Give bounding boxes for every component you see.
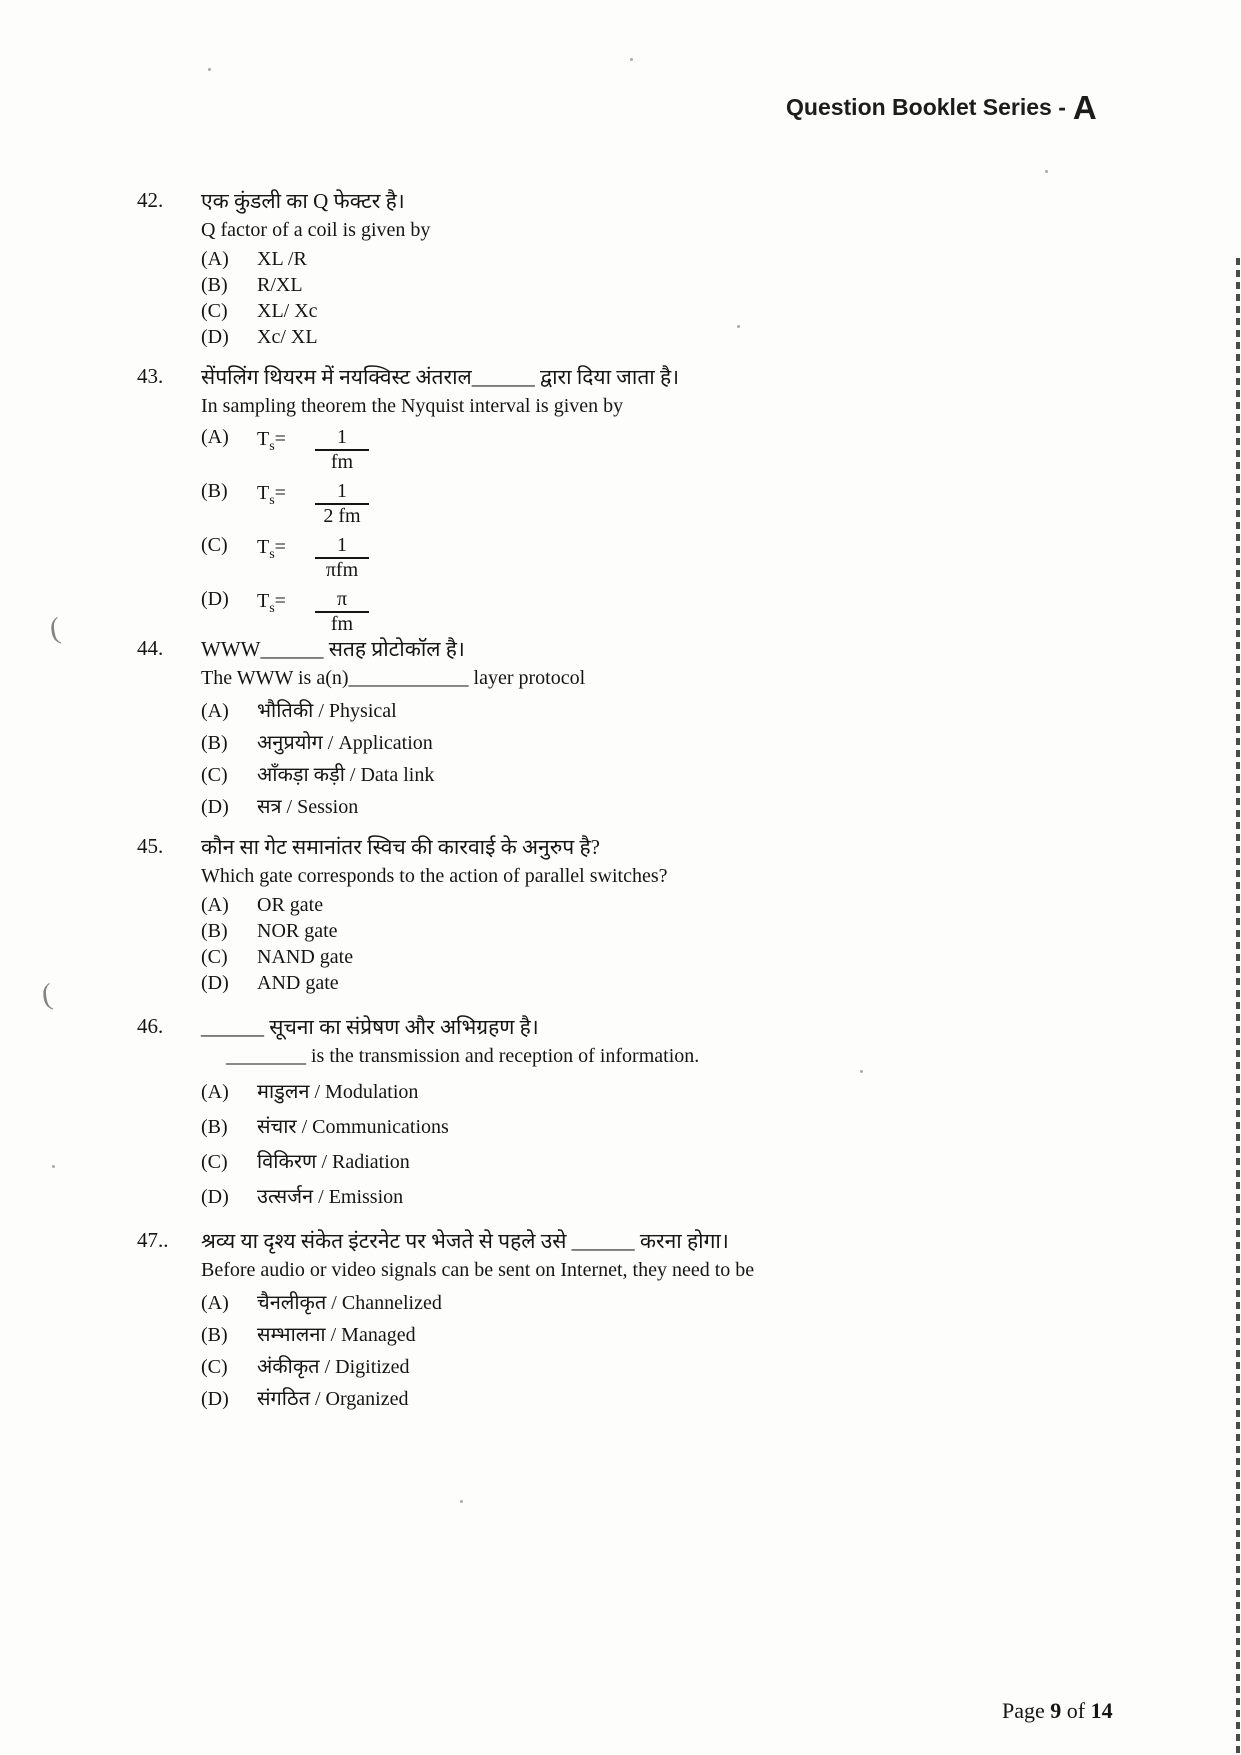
option-text: भौतिकी / Physical (257, 700, 397, 722)
fraction-denominator: πfm (325, 559, 359, 581)
of-label: of (1066, 1698, 1086, 1723)
question-number: 46. (137, 1014, 164, 1038)
option-row (201, 919, 1137, 944)
option-text: माडुलन / Modulation (257, 1081, 419, 1103)
option-row (201, 299, 1137, 324)
option-label: (B) (201, 1324, 228, 1346)
option-label: (C) (201, 946, 228, 968)
option-row (201, 731, 1137, 756)
option-text: सम्भालना / Managed (257, 1324, 416, 1346)
option-label: (A) (201, 1081, 229, 1103)
option-label: (C) (201, 1151, 228, 1173)
option-label: (C) (201, 300, 228, 322)
question-number: 44. (137, 636, 164, 660)
option-row (201, 945, 1137, 970)
option-text: AND gate (257, 972, 339, 994)
question-text-hindi: श्रव्य या दृश्य संकेत इंटरनेट पर भेजते से पहले उसे ______ करना होगा। (201, 1229, 729, 1253)
question-text-hindi: कौन सा गेट समानांतर स्विच की कारवाई के अनुरुप है? (201, 835, 600, 859)
option-row (201, 893, 1137, 918)
option-row (201, 534, 1137, 582)
question-text-english: Which gate corresponds to the action of parallel switches? (201, 865, 668, 887)
question-42 (137, 186, 1137, 350)
option-label: (D) (201, 972, 229, 994)
option-row (201, 247, 1137, 272)
ts-symbol: $T_s=$ (257, 428, 286, 454)
question-44 (137, 634, 1137, 820)
option-text: XL /R (257, 248, 307, 270)
option-label: (C) (201, 764, 228, 786)
option-text: सत्र / Session (257, 796, 359, 818)
option-text: चैनलीकृत / Channelized (257, 1292, 442, 1314)
pen-mark-artifact: ( (47, 611, 63, 646)
option-label: (B) (201, 480, 228, 502)
option-row (201, 1291, 1137, 1316)
option-row (201, 480, 1137, 528)
speck-artifact (52, 1165, 55, 1168)
fraction-numerator: 1 (315, 480, 369, 505)
ts-symbol: $T_s=$ (257, 536, 286, 562)
booklet-series-label: Question Booklet Series - (786, 94, 1066, 120)
question-text-english: Q factor of a coil is given by (201, 219, 431, 241)
option-text: NAND gate (257, 946, 354, 968)
question-46 (137, 1012, 1137, 1210)
option-label: (D) (201, 1388, 229, 1410)
option-row (201, 273, 1137, 298)
booklet-series-header (786, 89, 1097, 126)
fraction-numerator: 1 (315, 534, 369, 559)
option-text: Xc/ XL (257, 326, 318, 348)
option-label: (B) (201, 732, 228, 754)
question-47 (137, 1226, 1137, 1412)
fraction-denominator: fm (330, 451, 354, 473)
ts-symbol: $T_s=$ (257, 482, 286, 508)
fraction (315, 534, 369, 582)
option-row (201, 971, 1137, 996)
option-row (201, 795, 1137, 820)
option-label: (B) (201, 274, 228, 296)
option-label: (B) (201, 920, 228, 942)
fraction (315, 426, 369, 474)
fraction (315, 588, 369, 636)
page-label: Page (1002, 1698, 1045, 1723)
option-row (201, 1355, 1137, 1380)
option-row (201, 1150, 1137, 1175)
option-row (201, 588, 1137, 636)
speck-artifact (737, 325, 740, 328)
option-text: NOR gate (257, 920, 338, 942)
question-43 (137, 362, 1137, 636)
option-label: (A) (201, 1292, 229, 1314)
question-number: 43. (137, 364, 164, 388)
question-text-english: Before audio or video signals can be sent on Internet, they need to be (201, 1259, 755, 1281)
question-number: 42. (137, 188, 164, 212)
option-row (201, 1387, 1137, 1412)
option-row (201, 763, 1137, 788)
booklet-series-letter: A (1072, 89, 1097, 126)
option-text: OR gate (257, 894, 324, 916)
question-text-english: ________ is the transmission and reception of information. (226, 1045, 700, 1067)
question-text-hindi: एक कुंडली का Q फेक्टर है। (201, 189, 405, 213)
question-45 (137, 832, 1137, 996)
question-number: 45. (137, 834, 164, 858)
option-text: संचार / Communications (257, 1116, 449, 1138)
option-label: (D) (201, 326, 229, 348)
question-text-hindi: ______ सूचना का संप्रेषण और अभिग्रहण है। (201, 1015, 539, 1039)
fraction-denominator: 2 fm (323, 505, 361, 527)
question-text-hindi: सेंपलिंग थियरम में नयक्विस्ट अंतराल______ द्वारा दिया जाता है। (201, 365, 680, 389)
option-label: (A) (201, 248, 229, 270)
option-label: (A) (201, 700, 229, 722)
option-label: (D) (201, 796, 229, 818)
option-row (201, 426, 1137, 474)
total-pages: 14 (1090, 1698, 1113, 1723)
option-row (201, 1323, 1137, 1348)
option-label: (B) (201, 1116, 228, 1138)
option-label: (C) (201, 534, 228, 556)
option-row (201, 1080, 1137, 1105)
question-text-english: In sampling theorem the Nyquist interval is given by (201, 395, 624, 417)
option-text: अनुप्रयोग / Application (257, 732, 433, 754)
option-label: (C) (201, 1356, 228, 1378)
pen-mark-artifact: ( (39, 977, 55, 1012)
option-row (201, 699, 1137, 724)
question-text-english: The WWW is a(n)____________ layer protocol (201, 667, 586, 689)
option-text: XL/ Xc (257, 300, 318, 322)
speck-artifact (1045, 170, 1048, 173)
option-label: (D) (201, 588, 229, 610)
speck-artifact (460, 1500, 463, 1503)
option-text: R/XL (257, 274, 303, 296)
question-number: 47.. (137, 1228, 169, 1252)
option-row (201, 325, 1137, 350)
speck-artifact (860, 1070, 863, 1073)
page-number: 9 (1050, 1698, 1062, 1723)
option-text: आँकड़ा कड़ी / Data link (257, 764, 435, 786)
fraction-denominator: fm (330, 613, 354, 635)
option-text: संगठित / Organized (257, 1388, 409, 1410)
fraction (315, 480, 369, 528)
scan-edge-artifact (1236, 258, 1240, 1755)
option-label: (D) (201, 1186, 229, 1208)
option-text: विकिरण / Radiation (257, 1151, 410, 1173)
option-text: अंकीकृत / Digitized (257, 1356, 410, 1378)
page-footer (1002, 1698, 1113, 1724)
option-label: (A) (201, 426, 229, 448)
option-text: उत्सर्जन / Emission (257, 1186, 404, 1208)
question-text-hindi: WWW______ सतह प्रोटोकॉल है। (201, 637, 465, 661)
speck-artifact (630, 58, 633, 61)
ts-symbol: $T_s=$ (257, 590, 286, 616)
speck-artifact (208, 68, 211, 71)
option-row (201, 1115, 1137, 1140)
option-label: (A) (201, 894, 229, 916)
option-row (201, 1185, 1137, 1210)
fraction-numerator: 1 (315, 426, 369, 451)
fraction-numerator: π (315, 588, 369, 613)
